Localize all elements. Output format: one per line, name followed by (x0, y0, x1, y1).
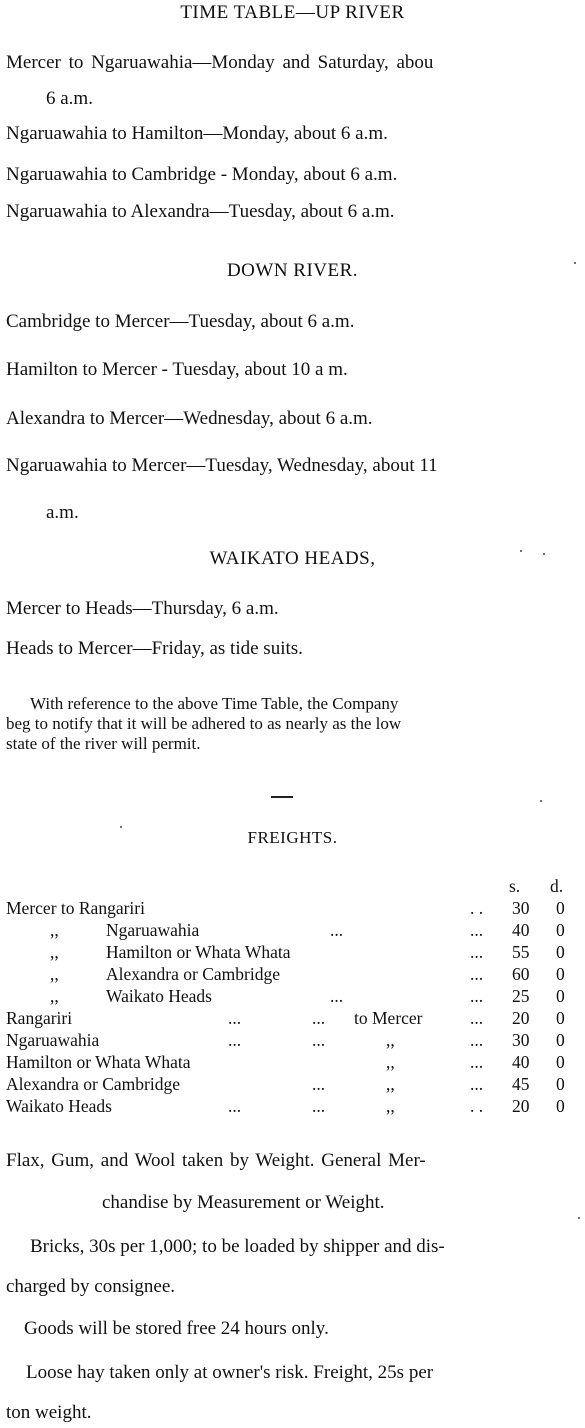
notice-line-1: With reference to the above Time Table, the Company (30, 694, 399, 713)
freight-dots: ... (470, 1030, 484, 1050)
freight-dots: ... (228, 1008, 242, 1028)
freight-dots: ... (470, 942, 484, 962)
freight-shillings: 40 (512, 1052, 530, 1072)
freight-from: Hamilton or Whata Whata (6, 1052, 191, 1072)
freight-pence: 0 (556, 1074, 565, 1094)
freight-from: Ngaruawahia (6, 1030, 100, 1050)
up-river-line-1: Mercer to Ngaruawahia—Monday and Saturday, abou (6, 52, 434, 73)
print-speck (578, 1217, 580, 1219)
freight-from: Alexandra or Cambridge (6, 1074, 180, 1094)
terms-line-4-cont: ton weight. (6, 1402, 92, 1423)
freight-dots: ... (228, 1030, 242, 1050)
freight-from: Rangariri (6, 1008, 73, 1028)
up-river-heading: TIME TABLE—UP RIVER (180, 2, 405, 23)
freight-ditto: ,, (50, 942, 59, 962)
freight-ditto: ,, (50, 986, 59, 1006)
freight-pence: 0 (556, 1008, 565, 1028)
freight-shillings: 55 (512, 942, 530, 962)
freights-col-shillings: s. (509, 876, 521, 896)
freight-dots: ... (312, 1096, 326, 1116)
freight-shillings: 20 (512, 1008, 530, 1028)
freight-dots: ... (228, 1096, 242, 1116)
freight-dest: Alexandra or Cambridge (106, 964, 280, 984)
print-speck (574, 262, 576, 264)
up-river-line-4: Ngaruawahia to Alexandra—Tuesday, about 6 a.m. (6, 201, 395, 222)
freight-dots: ... (470, 986, 484, 1006)
print-speck (540, 800, 542, 802)
freight-pence: 0 (556, 964, 565, 984)
freight-ditto: ,, (386, 1052, 395, 1072)
down-river-line-2: Hamilton to Mercer - Tuesday, about 10 a m. (6, 359, 348, 380)
freight-pence: 0 (556, 986, 565, 1006)
freight-dots: ... (470, 1052, 484, 1072)
freight-dest: Waikato Heads (106, 986, 212, 1006)
freight-pence: 0 (556, 1052, 565, 1072)
freight-from: Mercer to Rangariri (6, 898, 145, 918)
down-river-line-4-cont: a.m. (46, 502, 79, 523)
down-river-line-4: Ngaruawahia to Mercer—Tuesday, Wednesday, about 11 (6, 455, 438, 476)
freight-from: Waikato Heads (6, 1096, 112, 1116)
freight-pence: 0 (556, 1030, 565, 1050)
freight-ditto: ,, (386, 1074, 395, 1094)
terms-line-3: Goods will be stored free 24 hours only. (24, 1318, 329, 1339)
down-river-line-3: Alexandra to Mercer—Wednesday, about 6 a.m. (6, 408, 373, 429)
terms-line-1-cont: chandise by Measurement or Weight. (102, 1192, 385, 1213)
freight-dots: ... (330, 920, 344, 940)
freight-dots: ... (330, 986, 344, 1006)
terms-line-4: Loose hay taken only at owner's risk. Freight, 25s per (26, 1362, 434, 1383)
freight-ditto: ,, (386, 1096, 395, 1116)
freight-dots: ... (470, 1074, 484, 1094)
freight-dots: ... (470, 920, 484, 940)
freight-ditto: ,, (50, 920, 59, 940)
heads-line-1: Mercer to Heads—Thursday, 6 a.m. (6, 598, 279, 619)
freight-pence: 0 (556, 1096, 565, 1116)
freight-shillings: 45 (512, 1074, 530, 1094)
print-speck (543, 553, 545, 555)
terms-line-2: Bricks, 30s per 1,000; to be loaded by shipper and dis- (30, 1236, 445, 1257)
freight-pence: 0 (556, 898, 565, 918)
freights-col-pence: d. (550, 876, 564, 896)
freight-shillings: 30 (512, 1030, 530, 1050)
freight-dots: ... (470, 1008, 484, 1028)
freight-ditto: ,, (50, 964, 59, 984)
freight-dots: ... (312, 1074, 326, 1094)
freight-dots: ... (312, 1008, 326, 1028)
notice-line-2: beg to notify that it will be adhered to as nearly as the low (6, 714, 402, 733)
freight-shillings: 30 (512, 898, 530, 918)
freight-dest: Ngaruawahia (106, 920, 200, 940)
print-speck (520, 550, 522, 552)
freights-heading: FREIGHTS. (247, 828, 338, 847)
up-river-line-2: Ngaruawahia to Hamilton—Monday, about 6 a.m. (6, 123, 388, 144)
section-divider (271, 796, 293, 798)
freight-dots: ... (470, 964, 484, 984)
up-river-line-3: Ngaruawahia to Cambridge - Monday, about 6 a.m. (6, 164, 398, 185)
freight-shillings: 60 (512, 964, 530, 984)
up-river-line-1-cont: 6 a.m. (46, 88, 93, 109)
freight-pence: 0 (556, 920, 565, 940)
down-river-line-1: Cambridge to Mercer—Tuesday, about 6 a.m. (6, 311, 355, 332)
waikato-heads-heading: WAIKATO HEADS, (209, 548, 376, 569)
freight-dest: Hamilton or Whata Whata (106, 942, 291, 962)
print-speck (120, 826, 122, 828)
freight-dots: ... (312, 1030, 326, 1050)
notice-line-3: state of the river will permit. (6, 734, 201, 753)
terms-line-1: Flax, Gum, and Wool taken by Weight. General Mer- (6, 1150, 426, 1171)
freight-dots: . . (470, 1096, 484, 1116)
freight-shillings: 25 (512, 986, 530, 1006)
freight-shillings: 20 (512, 1096, 530, 1116)
heads-line-2: Heads to Mercer—Friday, as tide suits. (6, 638, 303, 659)
terms-line-2-cont: charged by consignee. (6, 1276, 176, 1297)
down-river-heading: DOWN RIVER. (226, 260, 359, 281)
freight-shillings: 40 (512, 920, 530, 940)
freight-ditto: ,, (386, 1030, 395, 1050)
freight-to: to Mercer (354, 1008, 423, 1028)
freight-dots: . . (470, 898, 484, 918)
freight-pence: 0 (556, 942, 565, 962)
